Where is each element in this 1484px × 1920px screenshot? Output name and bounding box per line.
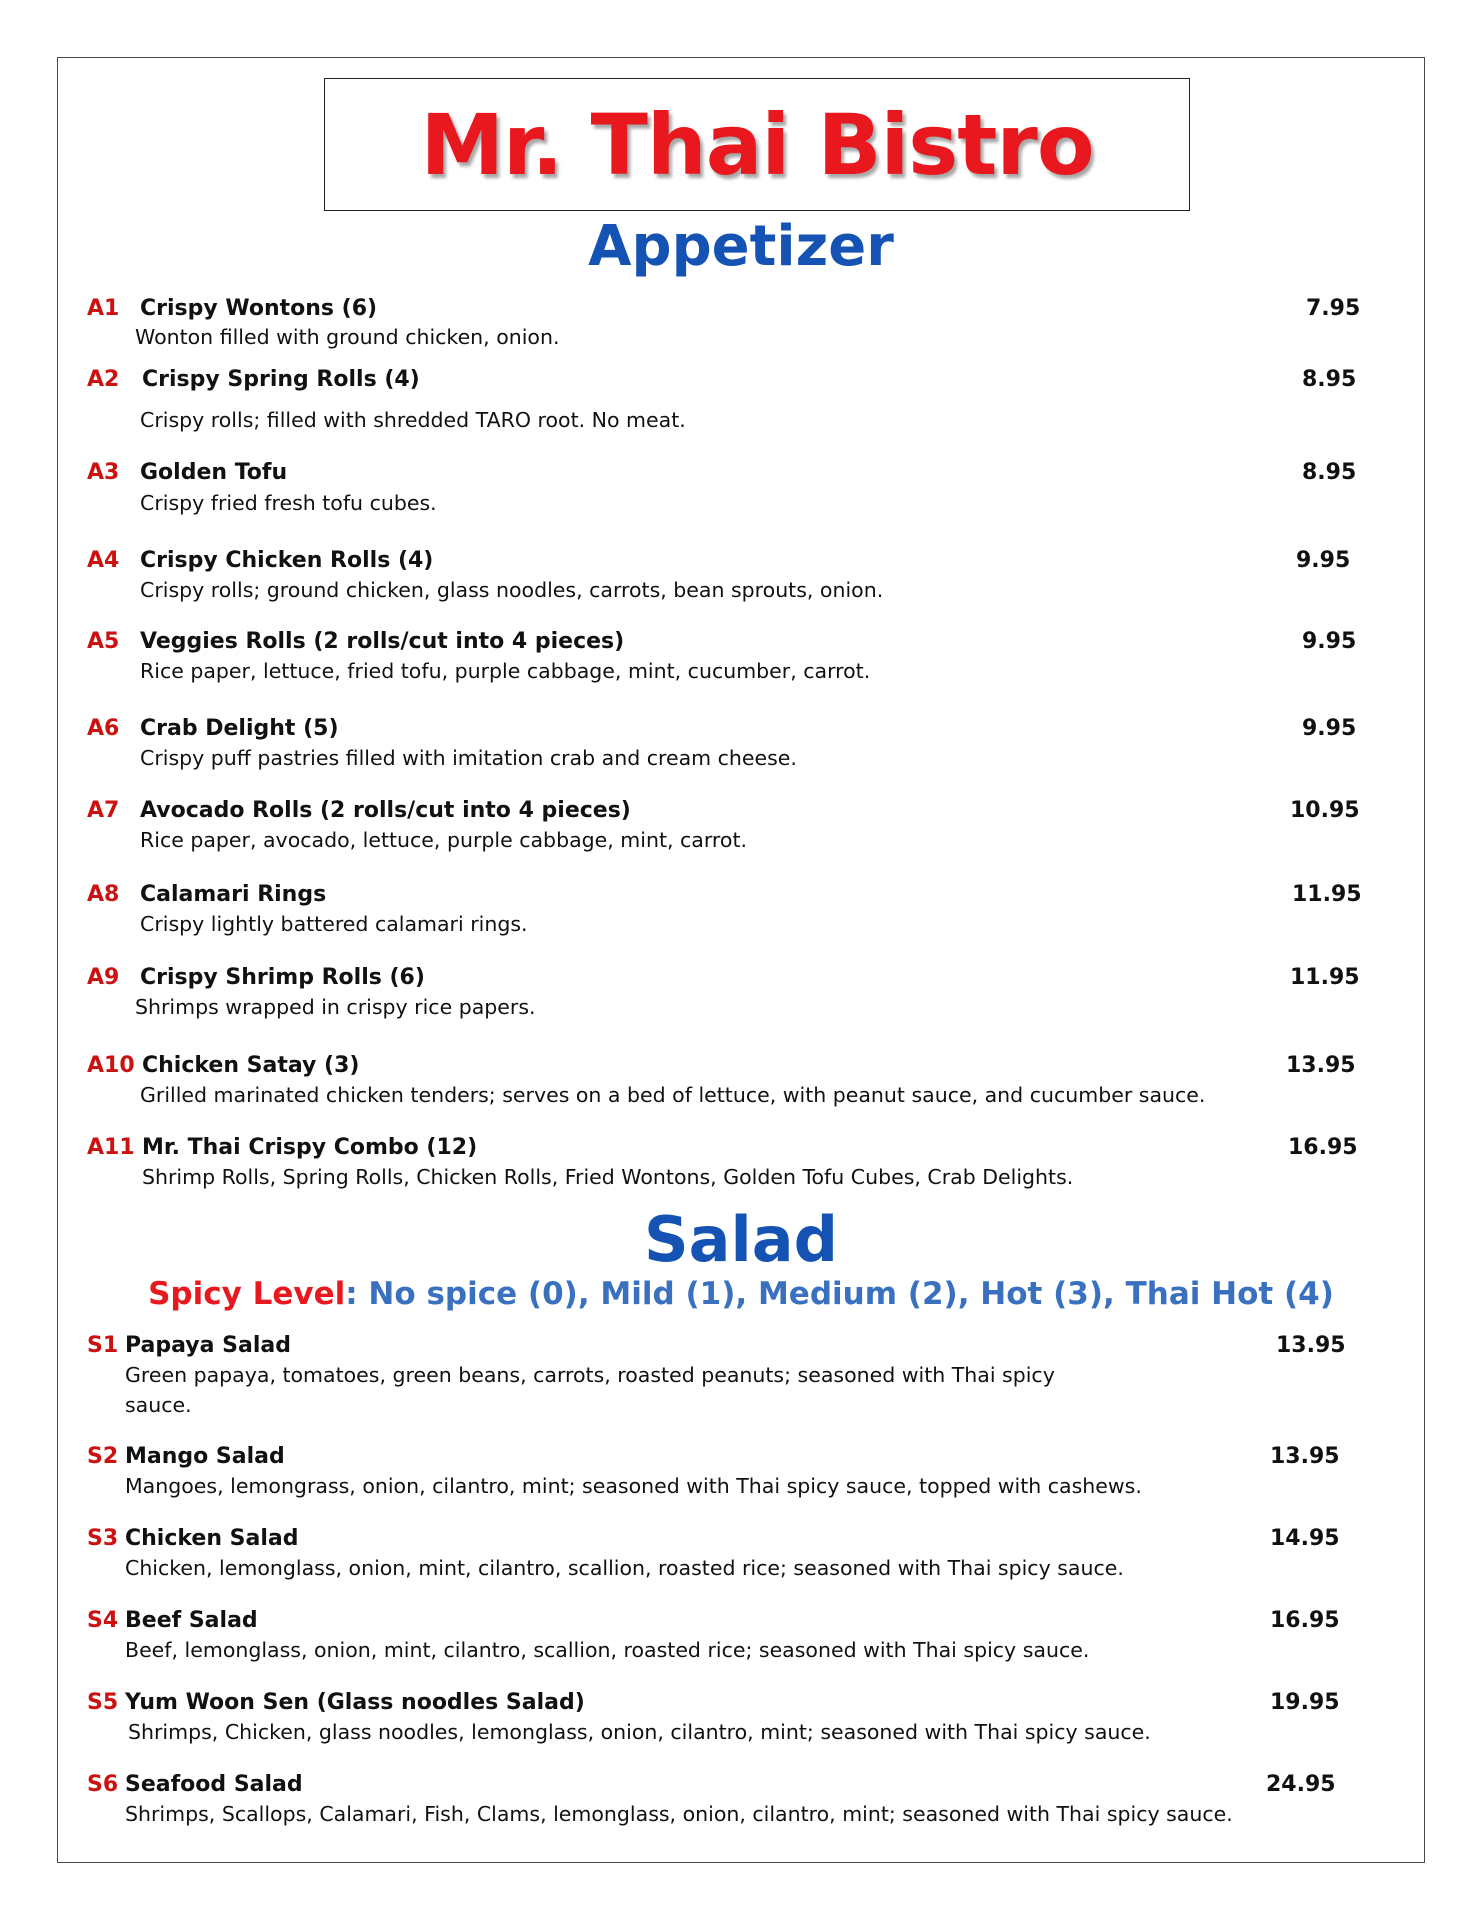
item-name: Mr. Thai Crispy Combo (12) bbox=[142, 1135, 478, 1160]
item-description: Crispy rolls; filled with shredded TARO root. No meat. bbox=[140, 408, 686, 432]
item-name: Avocado Rolls (2 rolls/cut into 4 pieces) bbox=[140, 798, 631, 823]
menu-item bbox=[0, 1526, 1484, 1606]
menu-item bbox=[0, 965, 1484, 1045]
item-name: Beef Salad bbox=[125, 1608, 258, 1633]
restaurant-title: Mr. Thai Bistro bbox=[420, 95, 1094, 194]
item-name: Chicken Satay (3) bbox=[142, 1053, 360, 1078]
item-name: Crispy Chicken Rolls (4) bbox=[140, 548, 434, 573]
item-price: 9.95 bbox=[1296, 548, 1351, 573]
item-description: Beef, lemonglass, onion, mint, cilantro, scallion, roasted rice; seasoned with Thai spicy sauce. bbox=[125, 1638, 1090, 1662]
item-price: 13.95 bbox=[1286, 1053, 1356, 1078]
item-description: Grilled marinated chicken tenders; serves on a bed of lettuce, with peanut sauce, and cucumber sauce. bbox=[140, 1083, 1206, 1107]
item-price: 16.95 bbox=[1288, 1135, 1358, 1160]
item-name: Crispy Wontons (6) bbox=[140, 296, 378, 321]
menu-item bbox=[0, 882, 1484, 962]
item-code: A7 bbox=[87, 798, 120, 823]
item-code: A2 bbox=[87, 367, 120, 392]
item-price: 10.95 bbox=[1290, 798, 1360, 823]
menu-item bbox=[0, 296, 1484, 376]
item-code: S1 bbox=[87, 1333, 119, 1358]
item-price: 8.95 bbox=[1302, 460, 1357, 485]
spicy-level-label: Spicy Level bbox=[148, 1276, 346, 1312]
menu-item bbox=[0, 716, 1484, 796]
item-price: 8.95 bbox=[1302, 367, 1357, 392]
item-code: A9 bbox=[87, 965, 120, 990]
spicy-level-options: : No spice (0), Mild (1), Medium (2), Hot (3), Thai Hot (4) bbox=[345, 1276, 1334, 1312]
item-name: Papaya Salad bbox=[125, 1333, 291, 1358]
item-description: Wonton filled with ground chicken, onion. bbox=[135, 325, 560, 349]
item-name: Crispy Spring Rolls (4) bbox=[142, 367, 420, 392]
item-description: Crispy fried fresh tofu cubes. bbox=[140, 491, 437, 515]
item-code: A4 bbox=[87, 548, 120, 573]
item-code: A6 bbox=[87, 716, 120, 741]
item-name: Seafood Salad bbox=[125, 1772, 303, 1797]
menu-item bbox=[0, 629, 1484, 709]
menu-item bbox=[0, 1053, 1484, 1133]
item-name: Golden Tofu bbox=[140, 460, 288, 485]
menu-item bbox=[0, 798, 1484, 878]
item-code: S5 bbox=[87, 1690, 119, 1715]
item-description: Green papaya, tomatoes, green beans, carrots, roasted peanuts; seasoned with Thai spicy sauce. bbox=[125, 1363, 1055, 1417]
item-name: Veggies Rolls (2 rolls/cut into 4 pieces) bbox=[140, 629, 625, 654]
item-description: Rice paper, lettuce, fried tofu, purple cabbage, mint, cucumber, carrot. bbox=[140, 659, 871, 683]
item-price: 7.95 bbox=[1306, 296, 1361, 321]
item-description: Crispy lightly battered calamari rings. bbox=[140, 912, 528, 936]
menu-item bbox=[0, 460, 1484, 540]
item-description: Shrimps, Scallops, Calamari, Fish, Clams, lemonglass, onion, cilantro, mint; seasoned with Thai spicy sauce. bbox=[125, 1802, 1233, 1826]
salad-heading: Salad bbox=[644, 1203, 838, 1276]
item-description: Shrimp Rolls, Spring Rolls, Chicken Rolls, Fried Wontons, Golden Tofu Cubes, Crab Delights. bbox=[142, 1165, 1074, 1189]
item-code: S4 bbox=[87, 1608, 119, 1633]
item-price: 14.95 bbox=[1270, 1526, 1340, 1551]
menu-item bbox=[0, 1608, 1484, 1688]
menu-item bbox=[0, 548, 1484, 628]
menu-item bbox=[0, 367, 1484, 447]
item-price: 9.95 bbox=[1302, 629, 1357, 654]
menu-item bbox=[0, 1772, 1484, 1852]
item-code: A1 bbox=[87, 296, 120, 321]
item-code: A5 bbox=[87, 629, 120, 654]
item-name: Yum Woon Sen (Glass noodles Salad) bbox=[125, 1690, 585, 1715]
spicy-level-legend bbox=[57, 1276, 1425, 1312]
item-code: A3 bbox=[87, 460, 120, 485]
item-code: A10 bbox=[87, 1053, 135, 1078]
item-price: 13.95 bbox=[1276, 1333, 1346, 1358]
item-price: 13.95 bbox=[1270, 1444, 1340, 1469]
item-description: Crispy puff pastries filled with imitation crab and cream cheese. bbox=[140, 746, 797, 770]
item-price: 11.95 bbox=[1290, 965, 1360, 990]
restaurant-title-box bbox=[324, 78, 1190, 211]
item-name: Calamari Rings bbox=[140, 882, 327, 907]
item-code: S2 bbox=[87, 1444, 119, 1469]
item-description: Crispy rolls; ground chicken, glass noodles, carrots, bean sprouts, onion. bbox=[140, 578, 884, 602]
menu-item bbox=[0, 1690, 1484, 1770]
appetizer-heading: Appetizer bbox=[588, 214, 894, 279]
item-description: Rice paper, avocado, lettuce, purple cabbage, mint, carrot. bbox=[140, 828, 748, 852]
menu-item bbox=[0, 1444, 1484, 1524]
item-description: Shrimps wrapped in crispy rice papers. bbox=[135, 995, 536, 1019]
item-price: 11.95 bbox=[1292, 882, 1362, 907]
item-price: 16.95 bbox=[1270, 1608, 1340, 1633]
item-price: 19.95 bbox=[1270, 1690, 1340, 1715]
item-name: Crispy Shrimp Rolls (6) bbox=[140, 965, 425, 990]
item-name: Crab Delight (5) bbox=[140, 716, 339, 741]
item-code: S6 bbox=[87, 1772, 119, 1797]
item-code: A8 bbox=[87, 882, 120, 907]
item-description: Shrimps, Chicken, glass noodles, lemonglass, onion, cilantro, mint; seasoned with Thai spicy sauce. bbox=[128, 1720, 1151, 1744]
item-name: Mango Salad bbox=[125, 1444, 285, 1469]
item-price: 24.95 bbox=[1266, 1772, 1336, 1797]
item-code: S3 bbox=[87, 1526, 119, 1551]
item-name: Chicken Salad bbox=[125, 1526, 299, 1551]
item-price: 9.95 bbox=[1302, 716, 1357, 741]
menu-item bbox=[0, 1333, 1484, 1433]
item-description: Mangoes, lemongrass, onion, cilantro, mint; seasoned with Thai spicy sauce, topped with cashews. bbox=[125, 1474, 1142, 1498]
item-description: Chicken, lemonglass, onion, mint, cilantro, scallion, roasted rice; seasoned with Thai spicy sauce. bbox=[125, 1556, 1124, 1580]
item-code: A11 bbox=[87, 1135, 135, 1160]
